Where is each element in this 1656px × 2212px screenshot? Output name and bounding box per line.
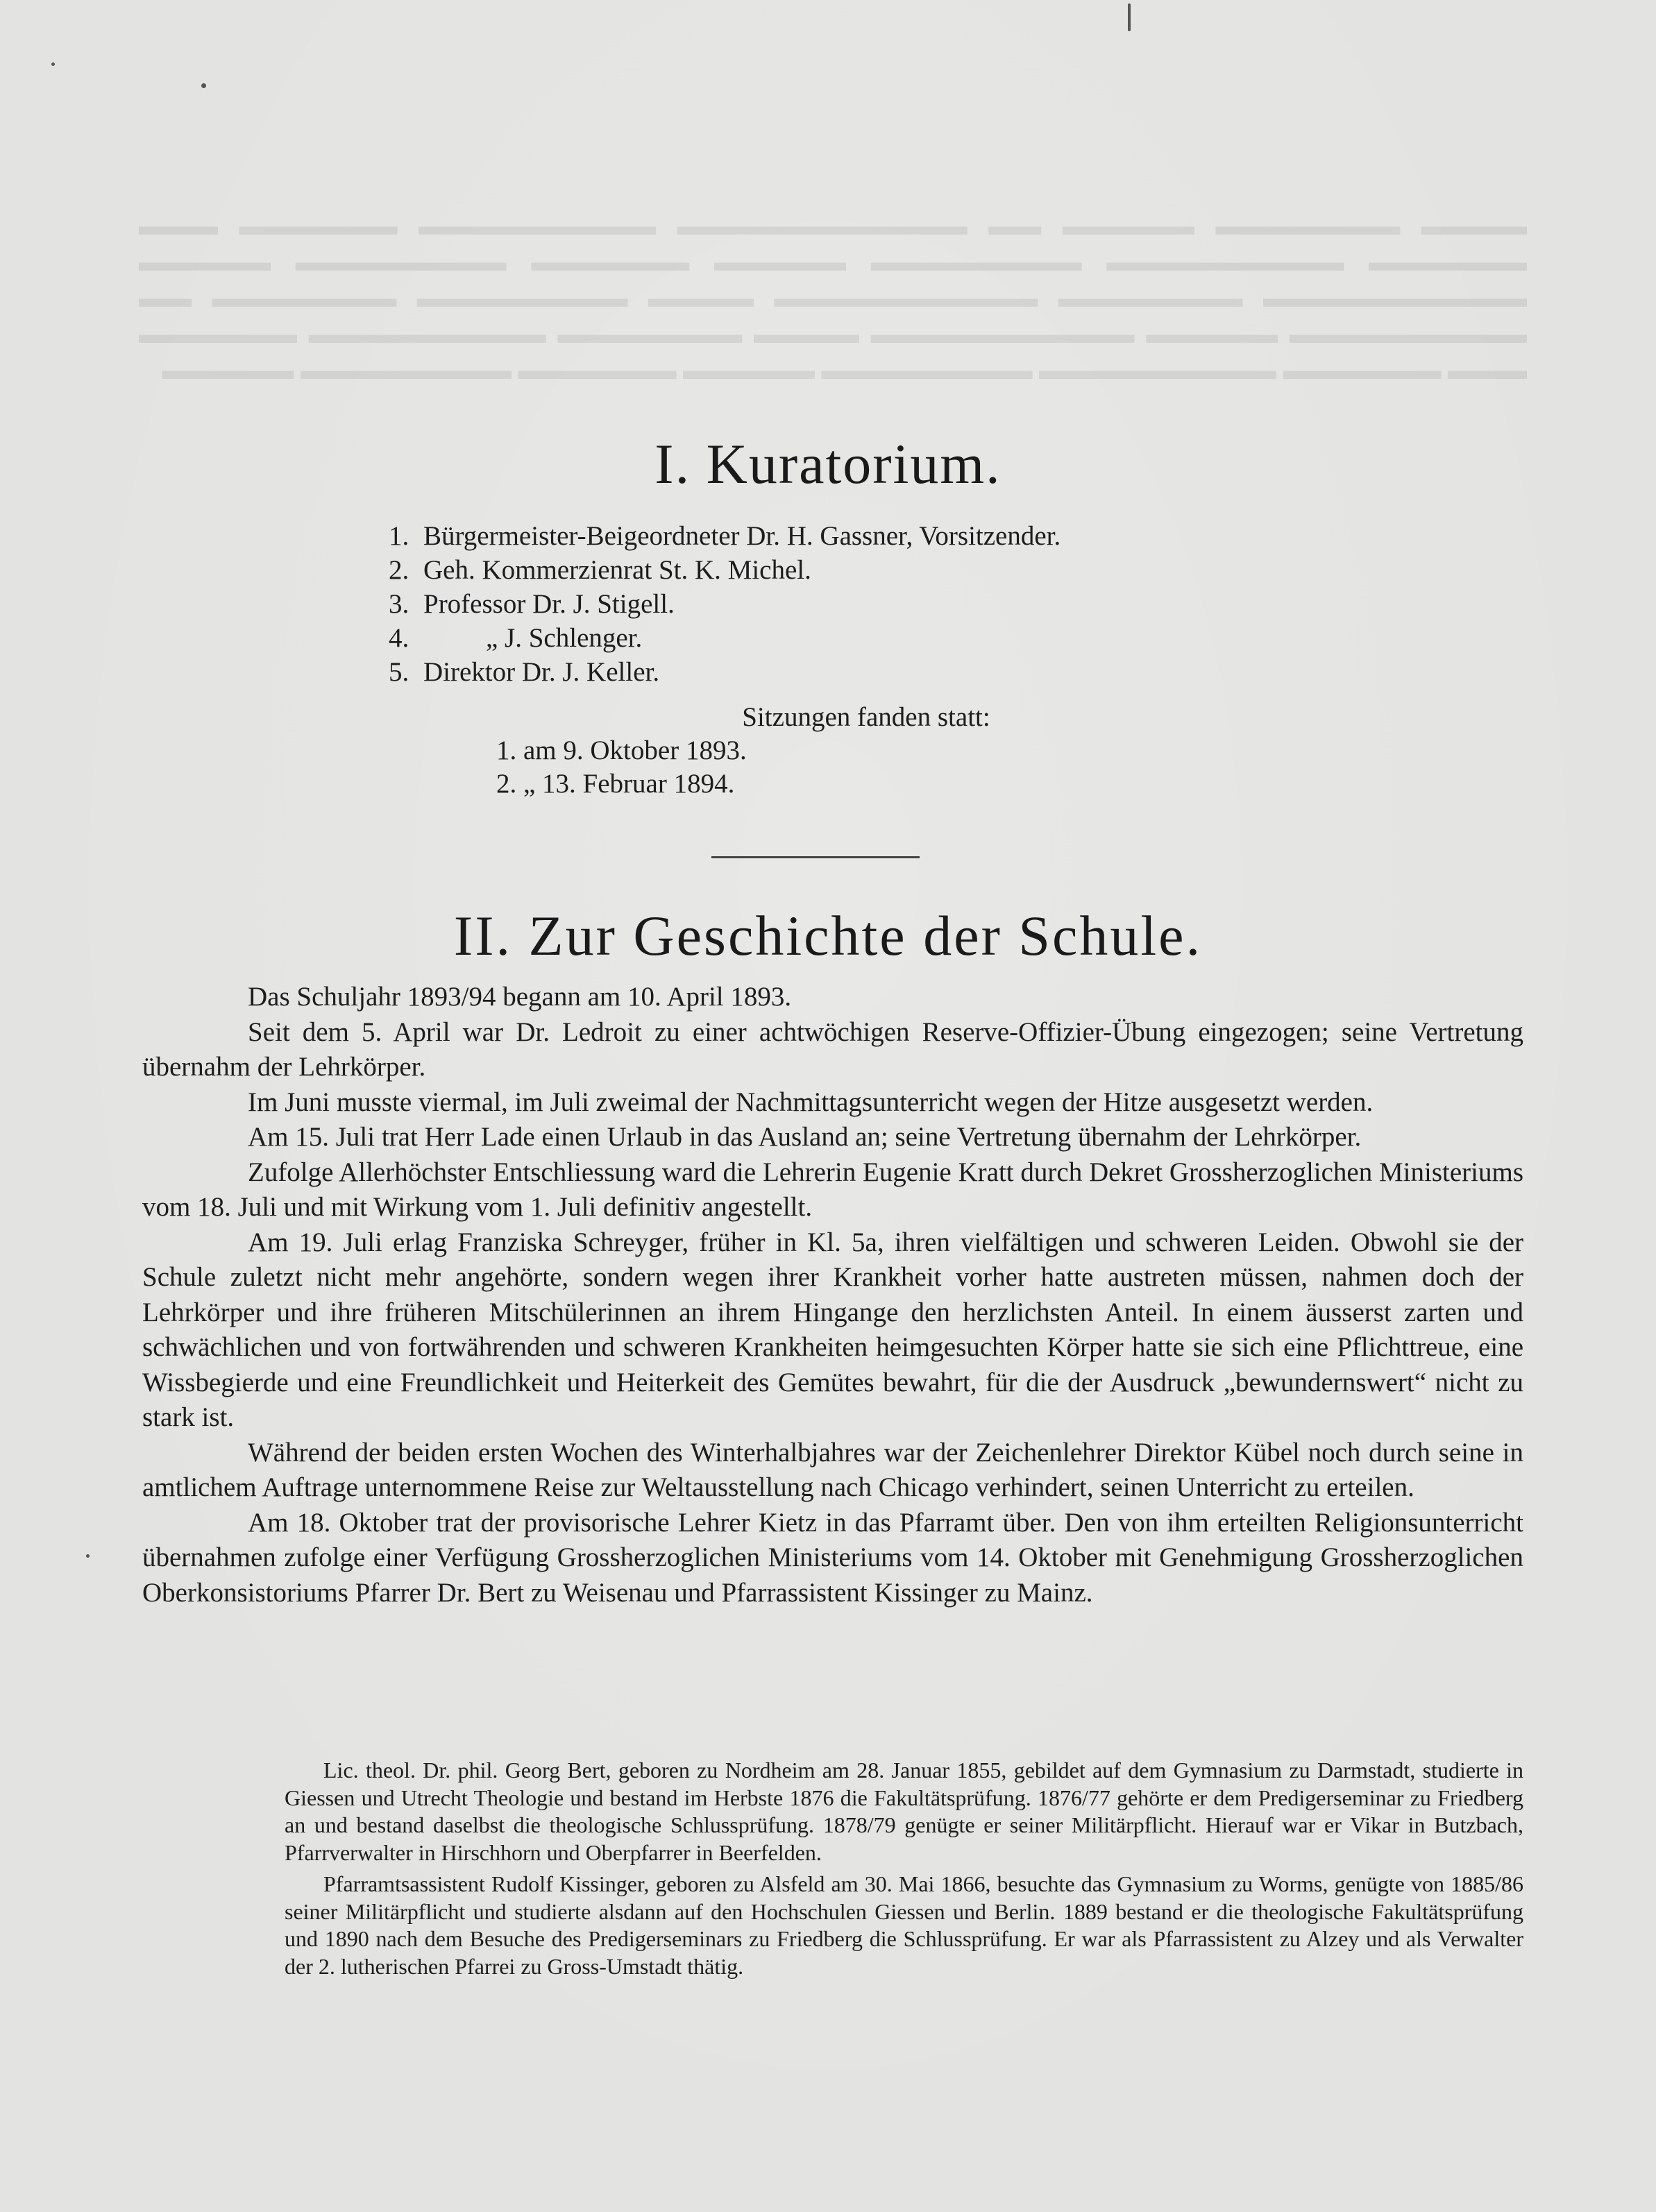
paragraph: Das Schuljahr 1893/94 begann am 10. April 1893. xyxy=(248,982,792,1012)
biographical-notes xyxy=(285,1757,1523,1984)
paragraph: Seit dem 5. April war Dr. Ledroit zu einer achtwöchigen Reserve-Offizier-Übung eingezogen; seine Vertretung übernahm der Lehrkörper. xyxy=(142,1016,1523,1082)
sitzungen-block xyxy=(0,701,1656,801)
sitzung-date: 2. „ 13. Februar 1894. xyxy=(496,769,735,799)
paragraph: Am 18. Oktober trat der provisorische Lehrer Kietz in das Pfarramt über. Den von ihm erteilten Religionsunterricht übernahmen zufolge einer Verfügung Grossherzoglichen Ministeriums vom 14. Oktober mit Genehmigung Grossherzoglichen Oberkonsistoriums Pfarrer Dr. Bert zu Weisenau und Pfarrassistent Kissinger zu Mainz. xyxy=(142,1507,1523,1608)
dust-speck xyxy=(51,62,55,66)
list-item: 5. Direktor Dr. J. Keller. xyxy=(389,657,660,687)
history-text xyxy=(142,980,1523,1610)
dust-speck xyxy=(86,1554,90,1558)
kuratorium-list xyxy=(389,519,1061,689)
section-heading-kuratorium: I. Kuratorium. xyxy=(654,432,1002,495)
dust-speck xyxy=(201,83,206,88)
paragraph: Im Juni musste viermal, im Juli zweimal der Nachmittagsunterricht wegen der Hitze ausgesetzt werden. xyxy=(248,1087,1374,1117)
paragraph: Am 15. Juli trat Herr Lade einen Urlaub in das Ausland an; seine Vertretung übernahm der Lehrkörper. xyxy=(248,1122,1362,1152)
paragraph: Zufolge Allerhöchster Entschliessung ward die Lehrerin Eugenie Kratt durch Dekret Grossherzoglichen Ministeriums vom 18. Juli und mit Wirkung vom 1. Juli definitiv angestellt. xyxy=(142,1157,1523,1222)
note-bert: Lic. theol. Dr. phil. Georg Bert, geboren zu Nordheim am 28. Januar 1855, gebildet auf dem Gymnasium zu Darmstadt, studierte in Giessen und Utrecht Theologie und bestand im Herbste 1876 die Fakultätsprüfung. 1876/77 gehörte er dem Predigerseminar zu Friedberg an und bestand daselbst die theologische Schlussprüfung. 1878/79 genügte er seiner Militärpflicht. Hierauf war er Vikar in Butzbach, Pfarrverwalter in Hirschhorn und Oberpfarrer in Beerfelden. xyxy=(285,1758,1523,1865)
sitzung-date: 1. am 9. Oktober 1893. xyxy=(496,735,747,765)
paragraph: Am 19. Juli erlag Franziska Schreyger, früher in Kl. 5a, ihren vielfältigen und schweren Leiden. Obwohl sie der Schule zuletzt nicht mehr angehörte, sondern wegen ihrer Krankheit vorher hatte austreten müssen, nahmen doch der Lehrkörper und ihre früheren Mitschülerinnen an ihrem Hingange den herzlichsten Anteil. In einem äusserst zarten und schwächlichen und von fortwährenden und schweren Krankheiten heimgesuchten Körper hatte sie sich eine Pflichttreue, eine Wissbegierde und eine Freundlichkeit und Heiterkeit des Gemütes bewahrt, für die der Ausdruck „bewundernswert“ nicht zu stark ist. xyxy=(142,1227,1523,1432)
paragraph: Während der beiden ersten Wochen des Winterhalbjahres war der Zeichenlehrer Direktor Kübel noch durch seine in amtlichem Auftrage unternommene Reise zur Weltausstellung nach Chicago verhindert, seinen Unterricht zu erteilen. xyxy=(142,1437,1523,1502)
list-item: 1. Bürgermeister-Beigeordneter Dr. H. Gassner, Vorsitzender. xyxy=(389,521,1061,551)
section-heading-geschichte: II. Zur Geschichte der Schule. xyxy=(453,904,1203,967)
list-item: 3. Professor Dr. J. Stigell. xyxy=(389,589,675,619)
note-kissinger: Pfarramtsassistent Rudolf Kissinger, geboren zu Alsfeld am 30. Mai 1866, besuchte das Gymnasium zu Worms, genügte von 1885/86 seiner Militärpflicht und studierte alsdann auf den Hochschulen Giessen und Berlin. 1889 bestand er die theologische Fakultätsprüfung und 1890 nach dem Besuche des Predigerseminars zu Friedberg die Schlussprüfung. Er war als Pfarrassistent zu Alzey und als Verwalter der 2. lutherischen Pfarrei zu Gross-Umstadt thätig. xyxy=(285,1871,1523,1979)
list-item: 4. „ J. Schlenger. xyxy=(389,623,643,653)
sitzungen-title: Sitzungen fanden statt: xyxy=(742,702,990,732)
section-divider xyxy=(711,856,920,858)
dust-speck xyxy=(1128,3,1131,31)
bleed-through-texture: ▬▬▬▬ ▬▬▬▬▬▬▬ ▬▬▬▬▬ ▬▬ ▬▬▬▬▬▬▬▬▬▬▬ ▬▬▬▬▬▬▬▬▬ ▬▬▬▬▬▬ ▬▬▬ ▬▬▬▬▬▬ ▬▬▬▬▬▬▬▬▬ ▬▬▬▬▬▬▬▬ ▬▬▬▬▬ ▬▬▬▬▬▬ ▬▬▬▬▬▬▬▬ ▬▬▬▬▬ ▬▬▬▬▬▬▬▬▬▬ ▬▬▬▬▬▬▬ ▬▬▬▬▬▬▬▬▬▬ ▬▬▬▬ ▬▬▬▬▬▬▬▬ ▬▬▬▬▬▬▬ ▬▬ ▬▬▬▬▬▬▬▬▬ ▬▬▬▬▬ ▬▬▬▬▬▬▬▬▬▬ ▬▬▬▬ ▬▬▬▬▬▬▬ ▬▬▬▬▬▬▬▬▬ ▬▬▬▬▬▬ ▬▬▬ ▬▬▬▬▬▬ ▬▬▬▬▬▬▬▬▬ ▬▬▬▬▬▬▬▬ ▬▬▬▬▬ ▬▬▬▬▬▬ ▬▬▬▬▬▬▬▬ ▬▬▬▬▬ xyxy=(139,212,1527,385)
list-item: 2. Geh. Kommerzienrat St. K. Michel. xyxy=(389,555,811,585)
